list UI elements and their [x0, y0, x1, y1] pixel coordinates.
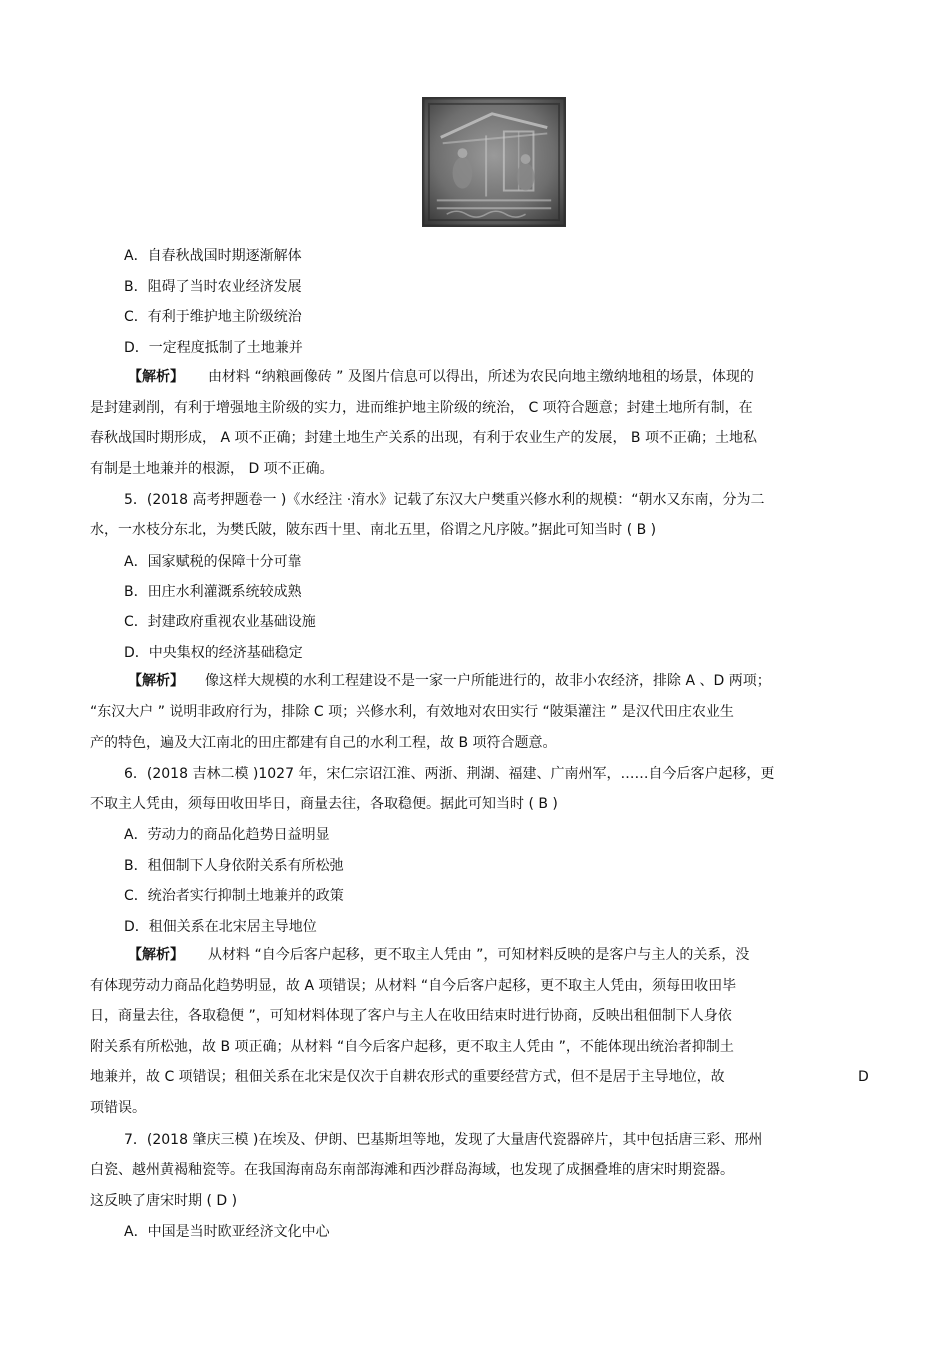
q6-analysis-line: 从材料 “自今后客户起移，更不取主人凭由 ”，可知材料反映的是客户与主人的关系，没 [208, 947, 750, 963]
q4-option-b: B．阻碍了当时农业经济发展 [124, 279, 302, 295]
q7-stem-line: 白瓷、越州黄褐釉瓷等。在我国海南岛东南部海滩和西沙群岛海域，也发现了成捆叠堆的唐宋时期瓷器。 [90, 1162, 734, 1178]
q5-option-b: B．田庄水利灌溉系统较成熟 [124, 584, 302, 600]
q4-option-a: A．自春秋战国时期逐渐解体 [124, 248, 302, 264]
q6-analysis-line: 附关系有所松弛，故 B 项正确；从材料 “自今后客户起移，更不取主人凭由 ”，不能体现出统治者抑制土 [90, 1039, 734, 1055]
q4-option-d: D．一定程度抵制了土地兼并 [124, 340, 303, 356]
q5-option-a: A．国家赋税的保障十分可靠 [124, 554, 302, 570]
q6-stem-line: 不取主人凭由，须每田收田毕日，商量去往，各取稳便。据此可知当时 ( B ) [90, 796, 558, 812]
q7-stem-line: 这反映了唐宋时期 ( D ) [90, 1193, 238, 1209]
q4-analysis-line: 由材料 “纳粮画像砖 ” 及图片信息可以得出，所述为农民向地主缴纳地租的场景，体现的 [208, 369, 754, 385]
q6-analysis-line: 地兼并，故 C 项错误；租佃关系在北宋是仅次于自耕农形式的重要经营方式，但不是居于主导地位，故 [90, 1069, 725, 1085]
q6-option-a: A．劳动力的商品化趋势日益明显 [124, 827, 330, 843]
q6-analysis-answer: D [858, 1069, 869, 1085]
brick-relief-image [422, 97, 566, 227]
q6-option-d: D．租佃关系在北宋居主导地位 [124, 919, 317, 935]
q6-stem-line: 6．(2018 吉林二模 )1027 年，宋仁宗诏江淮、两浙、荆湖、福建、广南州军，……自今后客户起移，更 [124, 766, 775, 782]
q4-analysis-line: 有制是土地兼并的根源， D 项不正确。 [90, 461, 334, 477]
q6-analysis-line: 日，商量去往，各取稳便 ”，可知材料体现了客户与主人在收田结束时进行协商，反映出租佃制下人身依 [90, 1008, 732, 1024]
q4-analysis-tag: 【解析】 [128, 369, 184, 385]
q7-option-a: A．中国是当时欧亚经济文化中心 [124, 1224, 330, 1240]
q6-option-c: C．统治者实行抑制土地兼并的政策 [124, 888, 344, 904]
q4-analysis-line: 春秋战国时期形成， A 项不正确；封建土地生产关系的出现，有利于农业生产的发展， B 项不正确；土地私 [90, 430, 757, 446]
q4-option-c: C．有利于维护地主阶级统治 [124, 309, 302, 325]
q6-option-b: B．租佃制下人身依附关系有所松弛 [124, 858, 344, 874]
q4-analysis-line: 是封建剥削，有利于增强地主阶级的实力，进而维护地主阶级的统治， C 项符合题意；封建土地所有制，在 [90, 400, 753, 416]
q6-analysis-line: 项错误。 [90, 1100, 146, 1116]
q5-option-c: C．封建政府重视农业基础设施 [124, 614, 316, 630]
q5-analysis-line: 产的特色，遍及大江南北的田庄都建有自己的水利工程，故 B 项符合题意。 [90, 735, 557, 751]
q6-analysis-tag: 【解析】 [128, 947, 184, 963]
q6-analysis-line: 有体现劳动力商品化趋势明显，故 A 项错误；从材料 “自今后客户起移，更不取主人凭由，须每田收田毕 [90, 978, 737, 994]
q5-analysis-tag: 【解析】 [128, 673, 184, 689]
q5-analysis-line: 像这样大规模的水利工程建设不是一家一户所能进行的，故非小农经济，排除 A 、D 两项； [205, 673, 771, 689]
q5-stem-line: 5．(2018 高考押题卷一 )《水经注 ·淯水》记载了东汉大户樊重兴修水利的规模：“朝水又东南，分为二 [124, 492, 765, 508]
q5-analysis-line: “东汉大户 ” 说明非政府行为，排除 C 项；兴修水利，有效地对农田实行 “陂渠灌注 ” 是汉代田庄农业生 [90, 704, 734, 720]
brick-relief-picture [423, 98, 565, 226]
q5-option-d: D．中央集权的经济基础稳定 [124, 645, 303, 661]
q7-stem-line: 7．(2018 肇庆三模 )在埃及、伊朗、巴基斯坦等地，发现了大量唐代瓷器碎片，其中包括唐三彩、邢州 [124, 1132, 763, 1148]
q5-stem-line: 水，一水枝分东北，为樊氏陂，陂东西十里、南北五里，俗谓之凡序陂。”据此可知当时 ( B ) [90, 522, 657, 538]
